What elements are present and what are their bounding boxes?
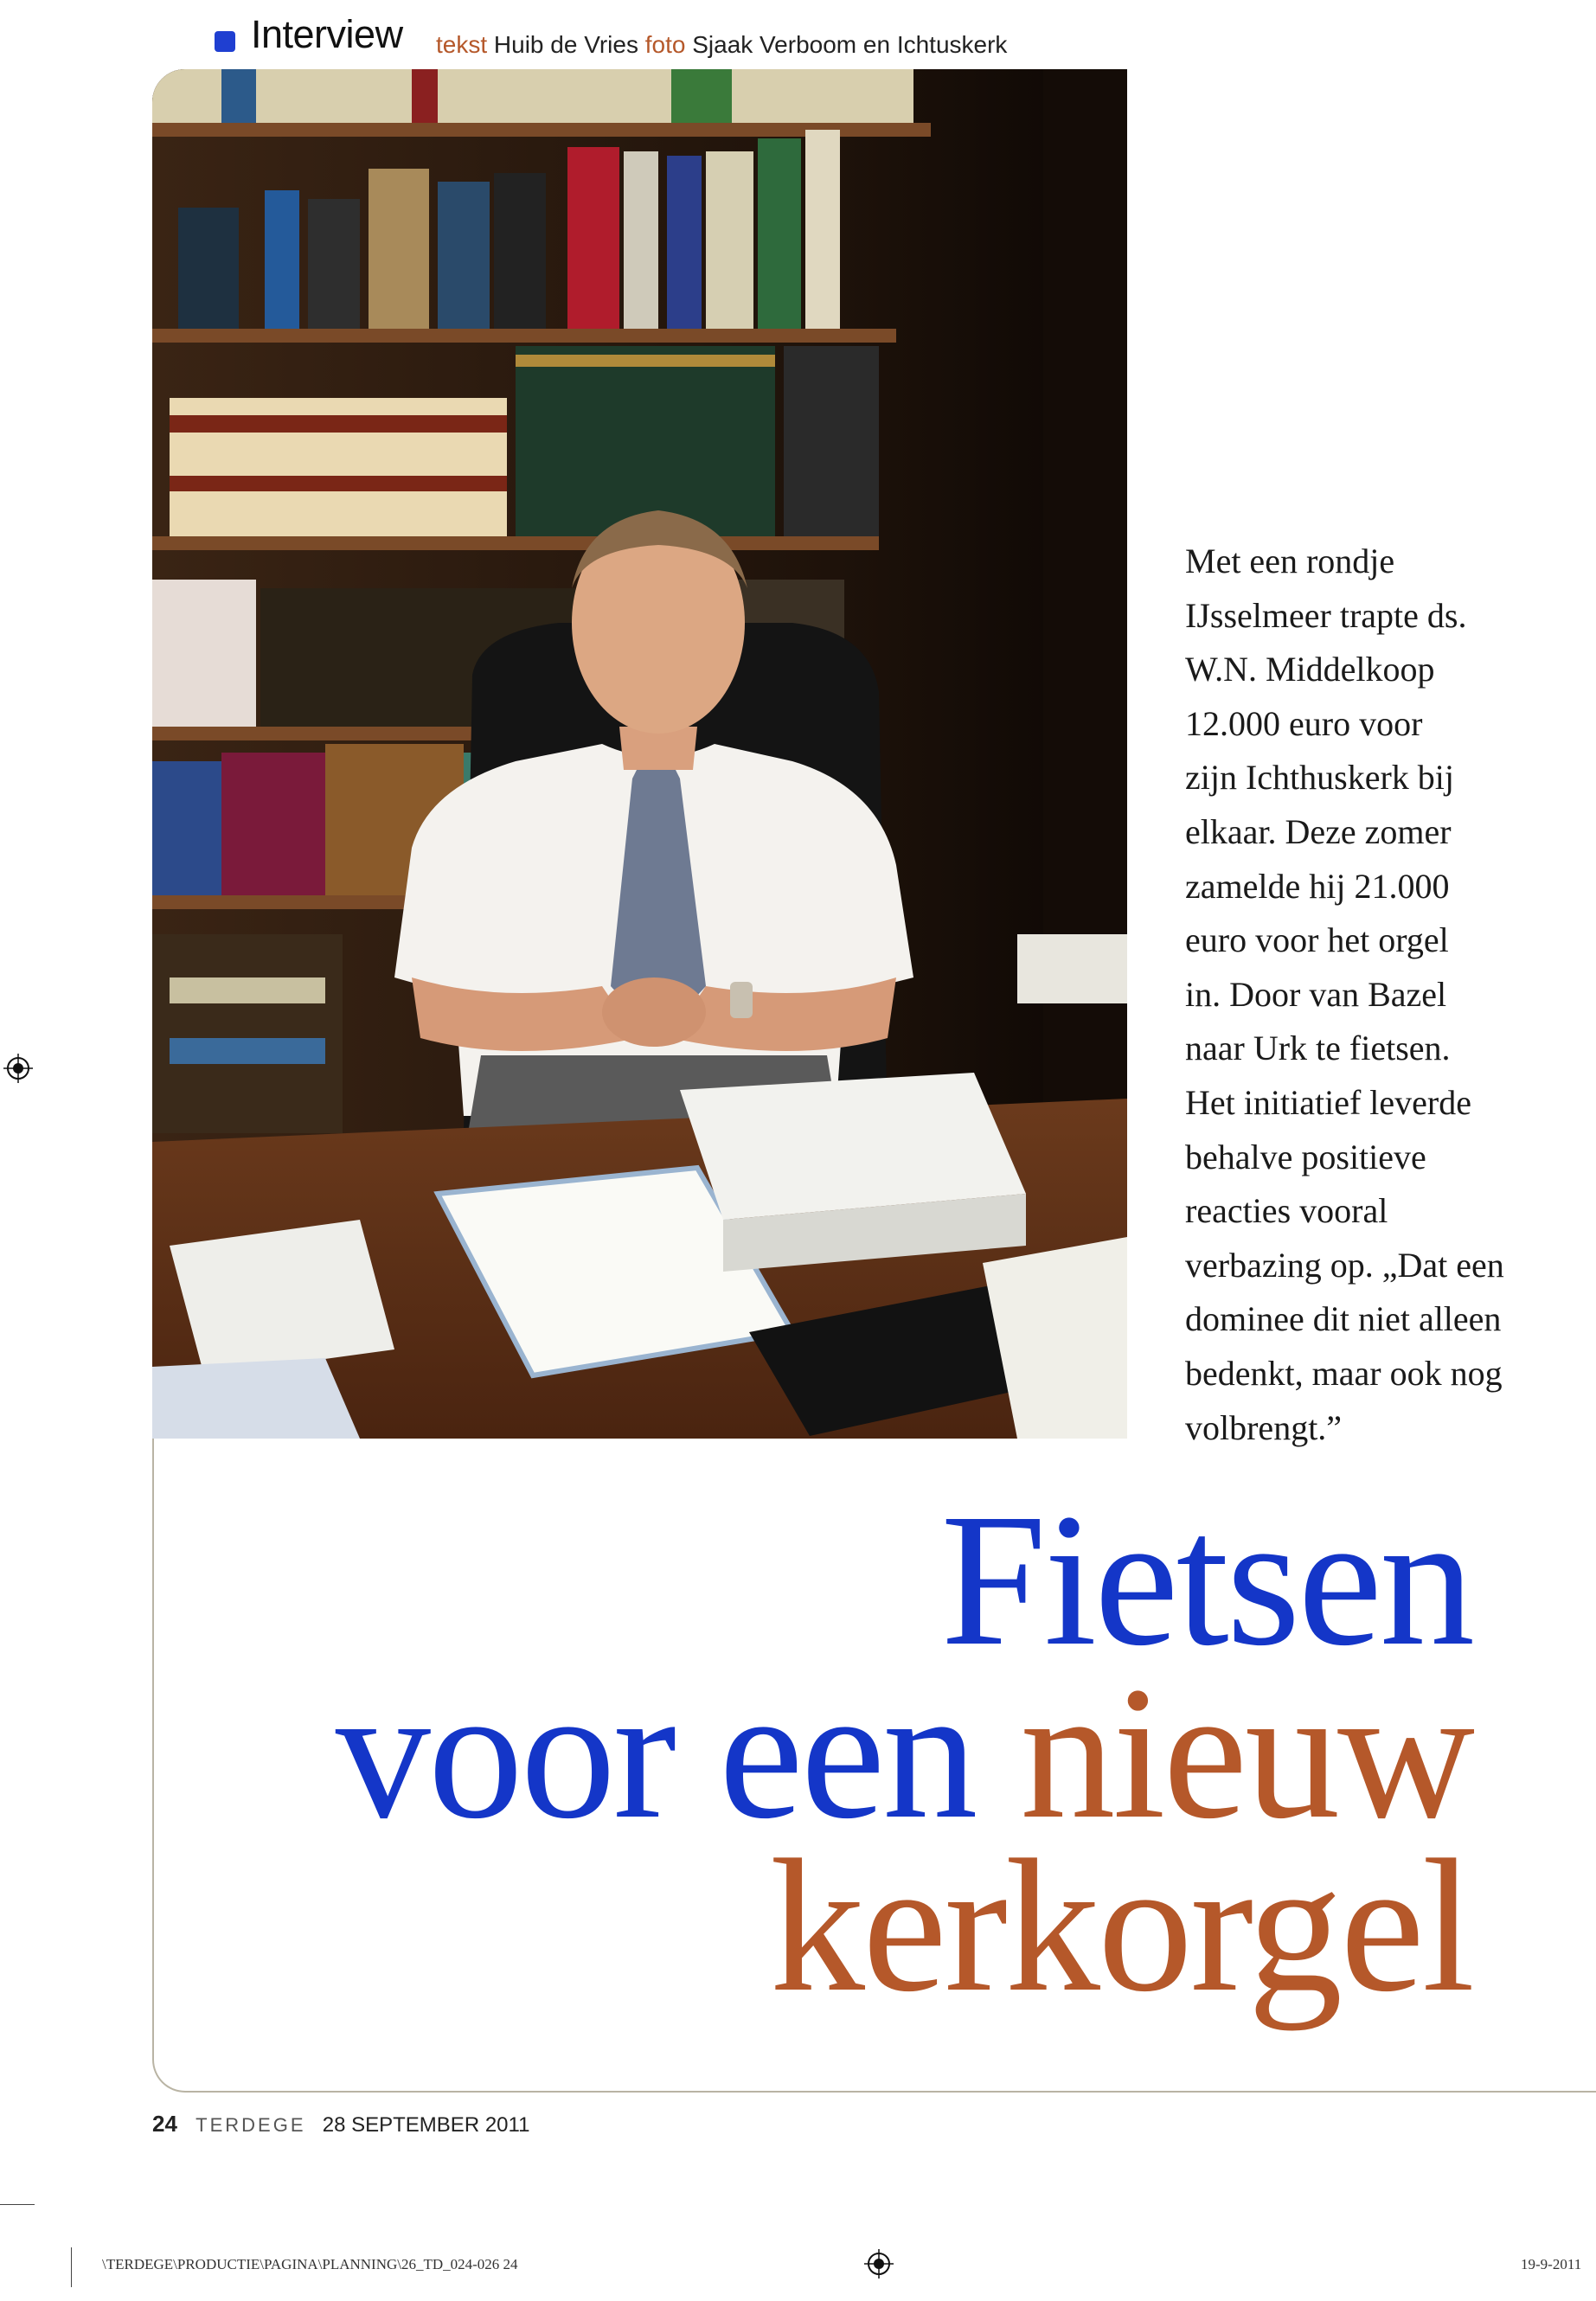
headline-line-2-part-b: nieuw [1020,1647,1472,1858]
intro-line: zijn Ichthuskerk bij [1185,758,1455,798]
slug-date: 19-9-2011 [1521,2256,1582,2272]
crop-mark [0,2204,35,2205]
issue-date: 28 SEPTEMBER 2011 [322,2113,530,2137]
intro-line: Met een rondje [1185,542,1395,580]
headline-line-2-part-a: voor een [335,1647,976,1858]
slug-path: \TERDEGE\PRODUCTIE\PAGINA\PLANNING\26_TD_024-026 24 [102,2256,518,2272]
portrait-photo [152,69,1127,1439]
intro-line: dominee dit niet alleen [1185,1299,1502,1339]
intro-line: naar Urk te fietsen. [1185,1029,1451,1068]
headline-line-3: kerkorgel [770,1820,1472,2031]
section-marker [215,31,235,52]
crop-mark [71,2247,72,2287]
section-title: Interview [251,12,403,56]
intro-paragraph [1185,535,1566,1455]
intro-line: IJsselmeer trapte ds. [1185,595,1467,635]
intro-line: volbrengt.” [1185,1407,1343,1447]
intro-line: behalve positieve [1185,1137,1426,1176]
page-number: 24 [152,2111,177,2137]
headline-line-1: Fietsen [940,1474,1472,1685]
intro-line: zamelde hij 21.000 [1185,866,1450,906]
registration-mark-icon [864,2249,894,2279]
credit-photo-label: foto [644,31,686,58]
intro-line: Het initiatief leverde [1185,1082,1471,1122]
photographer-name: Sjaak Verboom en Ichtuskerk [692,31,1008,58]
registration-mark-icon [3,1054,33,1083]
intro-line: reacties vooral [1185,1191,1388,1231]
article-headline [335,1474,1472,2031]
intro-line: W.N. Middelkoop [1185,650,1435,689]
page-folio [152,2111,529,2138]
intro-line: euro voor het orgel [1185,920,1449,960]
portrait-photo-icon [152,69,1127,1439]
intro-line: bedenkt, maar ook nog [1185,1353,1503,1393]
intro-line: elkaar. Deze zomer [1185,811,1452,851]
intro-line: 12.000 euro voor [1185,703,1423,743]
magazine-name: TERDEGE [195,2114,306,2136]
credits-line [436,31,1007,59]
credit-text-label: tekst [436,31,488,58]
intro-line: in. Door van Bazel [1185,974,1447,1014]
intro-line: verbazing op. „Dat een [1185,1245,1504,1285]
headline-line-2 [335,1647,1472,1858]
author-name: Huib de Vries [493,31,638,58]
